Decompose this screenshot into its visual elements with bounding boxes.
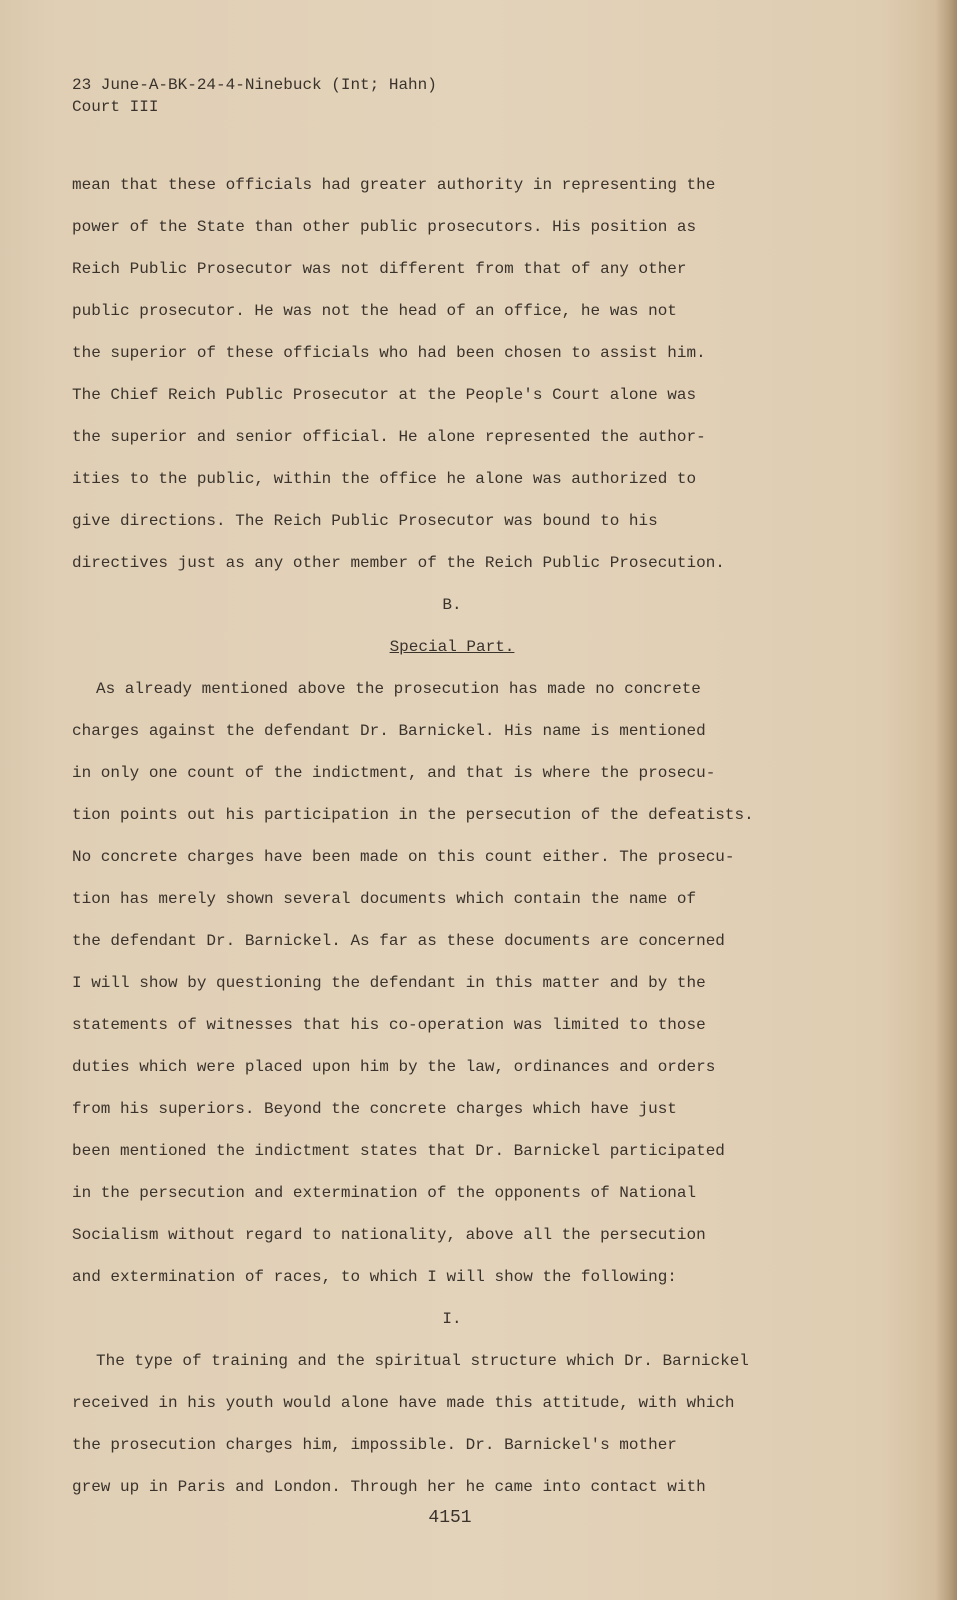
text-line: The type of training and the spiritual structure which Dr. Barnickel bbox=[96, 1352, 749, 1370]
text-line: the prosecution charges him, impossible. Dr. Barnickel's mother bbox=[72, 1436, 677, 1454]
text-line: duties which were placed upon him by the law, ordinances and orders bbox=[72, 1058, 716, 1076]
text-line: from his superiors. Beyond the concrete charges which have just bbox=[72, 1100, 677, 1118]
paragraph-2 bbox=[72, 668, 832, 1298]
text-line: the superior of these officials who had been chosen to assist him. bbox=[72, 344, 706, 362]
paragraph-1 bbox=[72, 164, 832, 584]
text-line: charges against the defendant Dr. Barnickel. His name is mentioned bbox=[72, 722, 706, 740]
page-number: 4151 bbox=[428, 1508, 472, 1528]
text-line: received in his youth would alone have made this attitude, with which bbox=[72, 1394, 735, 1412]
text-line: No concrete charges have been made on this count either. The prosecu- bbox=[72, 848, 735, 866]
text-line: grew up in Paris and London. Through her he came into contact with bbox=[72, 1478, 706, 1496]
text-line: been mentioned the indictment states that Dr. Barnickel participated bbox=[72, 1142, 725, 1160]
section-title bbox=[72, 626, 832, 668]
text-line: in the persecution and extermination of the opponents of National bbox=[72, 1184, 697, 1202]
page-header bbox=[72, 74, 437, 118]
section-numeral: I. bbox=[442, 1310, 462, 1328]
paragraph-3 bbox=[72, 1340, 832, 1508]
text-line: the defendant Dr. Barnickel. As far as these documents are concerned bbox=[72, 932, 725, 950]
header-line-1: 23 June-A-BK-24-4-Ninebuck (Int; Hahn) bbox=[72, 76, 437, 94]
section-i bbox=[72, 1298, 832, 1340]
text-line: tion has merely shown several documents which contain the name of bbox=[72, 890, 697, 908]
text-line: Reich Public Prosecutor was not different from that of any other bbox=[72, 260, 687, 278]
header-line-2: Court III bbox=[72, 98, 159, 116]
text-line: tion points out his participation in the persecution of the defeatists. bbox=[72, 806, 754, 824]
section-title-text: Special Part. bbox=[389, 638, 515, 656]
text-line: power of the State than other public prosecutors. His position as bbox=[72, 218, 697, 236]
text-line: public prosecutor. He was not the head of an office, he was not bbox=[72, 302, 677, 320]
text-line: As already mentioned above the prosecution has made no concrete bbox=[96, 680, 701, 698]
text-line: the superior and senior official. He alone represented the author- bbox=[72, 428, 706, 446]
section-letter: B. bbox=[442, 596, 462, 614]
text-line: directives just as any other member of the Reich Public Prosecution. bbox=[72, 554, 725, 572]
text-line: in only one count of the indictment, and that is where the prosecu- bbox=[72, 764, 716, 782]
text-line: mean that these officials had greater authority in representing the bbox=[72, 176, 716, 194]
page-edge-shadow bbox=[935, 0, 957, 1600]
text-line: give directions. The Reich Public Prosecutor was bound to his bbox=[72, 512, 658, 530]
text-line: Socialism without regard to nationality, above all the persecution bbox=[72, 1226, 706, 1244]
text-line: and extermination of races, to which I will show the following: bbox=[72, 1268, 677, 1286]
text-line: ities to the public, within the office he alone was authorized to bbox=[72, 470, 697, 488]
text-line: The Chief Reich Public Prosecutor at the People's Court alone was bbox=[72, 386, 697, 404]
text-line: statements of witnesses that his co-operation was limited to those bbox=[72, 1016, 706, 1034]
section-b bbox=[72, 584, 832, 668]
text-line: I will show by questioning the defendant in this matter and by the bbox=[72, 974, 706, 992]
